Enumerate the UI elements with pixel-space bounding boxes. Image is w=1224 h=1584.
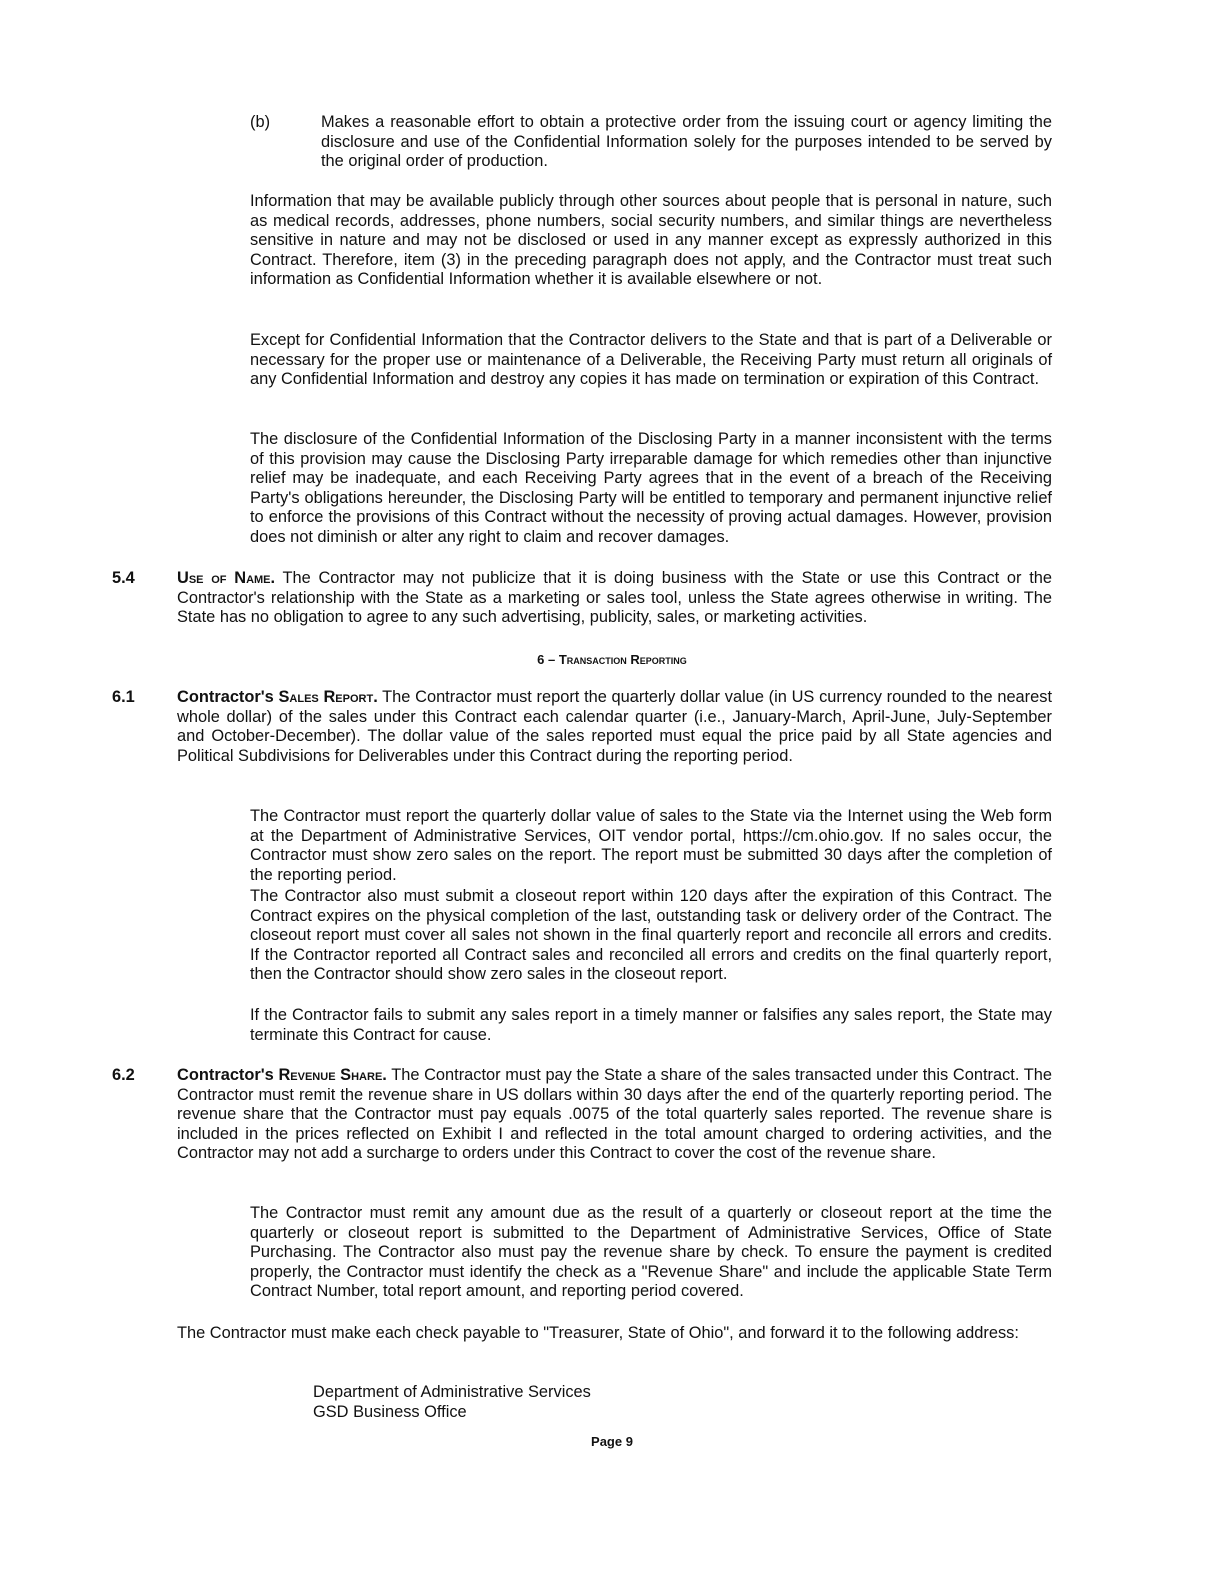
section-5-4-number: 5.4 <box>112 569 135 587</box>
item-b-label: (b) <box>250 113 271 131</box>
section-6-1-title-b: Sales Report. <box>278 688 378 706</box>
confidential-paragraph-1: Information that may be available publicly through other sources about people that is personal in nature, such as medical records, addresses, phone numbers, social security numbers, and similar things are nevertheless sensitive in nature and may not be disclosed or used in any manner except as expressly authorized in this Contract. Therefore, item (3) in the preceding paragraph does not apply, and the Contractor must treat such information as Confidential Information whether it is available elsewhere or not. <box>250 192 1052 289</box>
section-6-1-body <box>177 688 1052 766</box>
section-6-2-title-b: Revenue Share. <box>278 1066 387 1084</box>
section-6-2-paragraph-2: The Contractor must remit any amount due as the result of a quarterly or closeout report at the time the quarterly or closeout report is submitted to the Department of Administrative Services, Office of State Purchasing. The Contractor also must pay the revenue share by check. To ensure the payment is credited properly, the Contractor must identify the check as a "Revenue Share" and include the applicable State Term Contract Number, total report amount, and reporting period covered. <box>250 1204 1052 1301</box>
section-6-2-body <box>177 1066 1052 1164</box>
section-6-2-number: 6.2 <box>112 1066 135 1084</box>
section-6-1-paragraph-4: If the Contractor fails to submit any sales report in a timely manner or falsifies any sales report, the State may terminate this Contract for cause. <box>250 1006 1052 1044</box>
section-6-2-paragraph-3: The Contractor must make each check payable to "Treasurer, State of Ohio", and forward it to the following address: <box>177 1324 1019 1342</box>
address-line-2: GSD Business Office <box>313 1403 467 1421</box>
item-b-text: Makes a reasonable effort to obtain a protective order from the issuing court or agency limiting the disclosure and use of the Confidential Information solely for the purposes intended to be served by the original order of production. <box>321 113 1052 171</box>
section-6-1-paragraph-3: The Contractor also must submit a closeout report within 120 days after the expiration of this Contract. The Contract expires on the physical completion of the last, outstanding task or delivery order of the Contract. The closeout report must cover all sales not shown in the final quarterly report and reconcile all errors and credits. If the Contractor reported all Contract sales and reconciled all errors and credits on the final quarterly report, then the Contractor should show zero sales in the closeout report. <box>250 887 1052 984</box>
section-6-2-text: The Contractor must pay the State a share of the sales transacted under this Contract. The Contractor must remit the revenue share in US dollars within 30 days after the end of the quarterly reporting period. The revenue share that the Contractor must pay equals .0075 of the total quarterly sales reported. The revenue share is included in the prices reflected on Exhibit I and reflected in the total amount charged to ordering activities, and the Contractor may not add a surcharge to orders under this Contract to cover the cost of the revenue share. <box>177 1066 1052 1163</box>
section-5-4-text: The Contractor may not publicize that it is doing business with the State or use this Contract or the Contractor's relationship with the State as a marketing or sales tool, unless the State agrees otherwise in writing. The State has no obligation to agree to any such advertising, publicity, sales, or marketing activities. <box>177 569 1052 627</box>
section-6-1-title-a: Contractor's <box>177 688 279 706</box>
section-6-heading-text: 6 – Transaction Reporting <box>537 652 687 667</box>
section-6-1-paragraph-2: The Contractor must report the quarterly dollar value of sales to the State via the Internet using the Web form at the Department of Administrative Services, OIT vendor portal, https://cm.ohio.gov. If no sales occur, the Contractor must show zero sales on the report. The report must be submitted 30 days after the completion of the reporting period. <box>250 807 1052 884</box>
section-5-4-title: Use of Name. <box>177 569 276 587</box>
section-6-1-number: 6.1 <box>112 688 135 706</box>
section-6-heading <box>0 650 1224 670</box>
section-6-2-title-a: Contractor's <box>177 1066 279 1084</box>
confidential-paragraph-2: Except for Confidential Information that the Contractor delivers to the State and that is part of a Deliverable or necessary for the proper use or maintenance of a Deliverable, the Receiving Party must return all originals of any Confidential Information and destroy any copies it has made on termination or expiration of this Contract. <box>250 331 1052 389</box>
section-5-4-body <box>177 569 1052 628</box>
address-line-1: Department of Administrative Services <box>313 1383 591 1401</box>
confidential-paragraph-3: The disclosure of the Confidential Information of the Disclosing Party in a manner inconsistent with the terms of this provision may cause the Disclosing Party irreparable damage for which remedies other than injunctive relief may be inadequate, and each Receiving Party agrees that in the event of a breach of the Receiving Party's obligations hereunder, the Disclosing Party will be entitled to temporary and permanent injunctive relief to enforce the provisions of this Contract without the necessity of proving actual damages. However, provision does not diminish or alter any right to claim and recover damages. <box>250 430 1052 546</box>
page-number: Page 9 <box>591 1434 633 1449</box>
section-6-1-text: The Contractor must report the quarterly dollar value (in US currency rounded to the nearest whole dollar) of the sales under this Contract each calendar quarter (i.e., January-March, April-June, July-September and October-December). The dollar value of the sales reported must equal the price paid by all State agencies and Political Subdivisions for Deliverables under this Contract during the reporting period. <box>177 688 1052 765</box>
